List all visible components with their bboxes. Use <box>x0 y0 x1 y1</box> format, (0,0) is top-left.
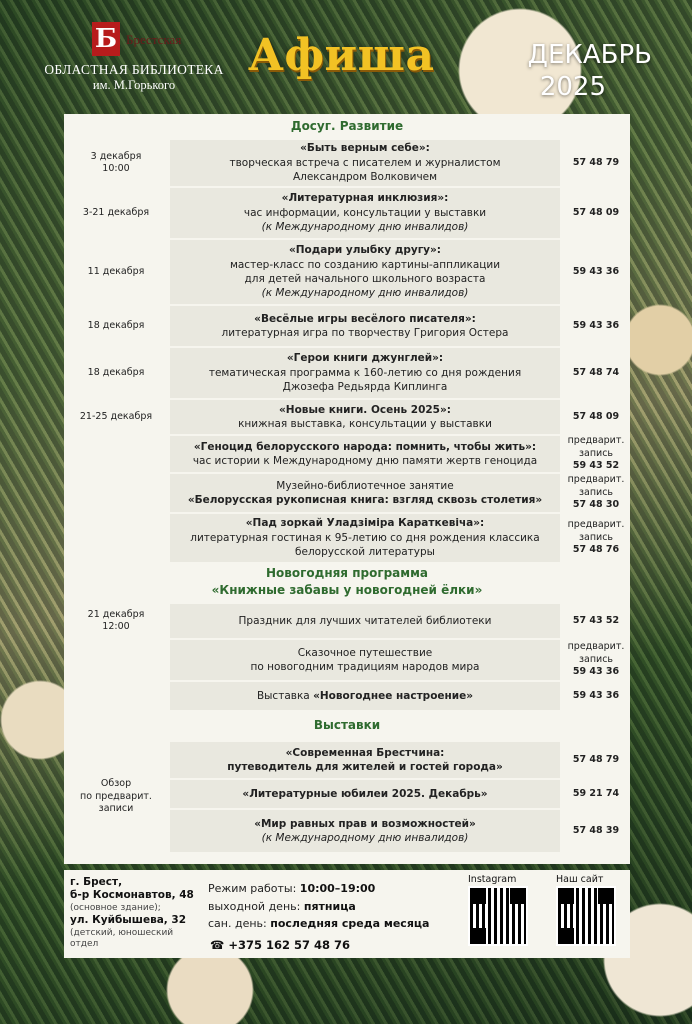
exhibition-phone: 57 48 39 <box>562 810 630 852</box>
exhibition-description <box>170 780 560 808</box>
logo-mark: Б <box>92 22 120 56</box>
event-phone: предварит. запись 59 43 36 <box>562 640 630 680</box>
event-row <box>64 348 630 398</box>
exhibition-description <box>170 742 560 778</box>
event-text: час информации, консультации у выставки <box>243 206 487 219</box>
website-label: Наш сайт <box>556 874 604 885</box>
event-phone: предварит. запись 57 48 76 <box>562 514 630 562</box>
event-description <box>170 306 560 346</box>
event-text: литературная игра по творчеству Григория Остера <box>221 327 509 339</box>
event-date <box>64 474 168 512</box>
event-title: «Герои книги джунглей»: <box>286 352 444 365</box>
working-hours: 10:00–19:00 <box>299 882 376 895</box>
event-row <box>64 514 630 562</box>
event-title: «Новогоднее настроение» <box>313 689 474 702</box>
event-text: Сказочное путешествие <box>297 646 433 659</box>
event-date <box>64 514 168 562</box>
event-row <box>64 682 630 710</box>
event-text: по новогодним традициям народов мира <box>250 661 480 673</box>
exhibition-title: «Современная Брестчина: <box>285 746 445 759</box>
event-title: «Литературная инклюзия»: <box>281 192 449 205</box>
address-branch: ул. Куйбышева, 32 <box>70 914 187 927</box>
address-branch-note: отдел <box>70 939 99 950</box>
exhibition-phone: 57 48 79 <box>562 742 630 778</box>
event-row <box>64 640 630 680</box>
event-phone: 57 43 52 <box>562 604 630 638</box>
section-newyear <box>64 565 630 600</box>
library-address <box>70 876 202 951</box>
event-note: (к Международному дню инвалидов) <box>261 287 469 300</box>
section-exhibitions: Выставки <box>313 718 381 732</box>
event-note: (к Международному дню инвалидов) <box>261 221 469 234</box>
event-title: «Новые книги. Осень 2025»: <box>279 403 451 416</box>
event-date: 18 декабря <box>64 306 168 346</box>
poster-month: ДЕКАБРЬ <box>527 40 652 70</box>
event-description <box>170 436 560 472</box>
event-phone: 59 43 36 <box>562 682 630 710</box>
event-title: «Белорусская рукописная книга: взгляд сквозь столетия» <box>187 494 543 506</box>
event-title: «Геноцид белорусского народа: помнить, чтобы жить»: <box>193 440 537 453</box>
library-logo <box>44 22 224 94</box>
section-leisure: Досуг. Развитие <box>290 119 404 133</box>
event-description <box>170 604 560 638</box>
exhibition-side-note: Обзор по предварит. записи <box>64 742 168 852</box>
event-phone: предварит. запись 57 48 30 <box>562 474 630 512</box>
event-text: литературная гостиная к 95-летию со дня рождения классика <box>190 531 540 544</box>
event-phone: 57 48 79 <box>562 140 630 186</box>
footer-info <box>64 870 630 958</box>
event-description <box>170 188 560 238</box>
event-date: 3-21 декабря <box>64 188 168 238</box>
event-description <box>170 682 560 710</box>
event-description <box>170 514 560 562</box>
event-text: Выставка <box>256 689 314 702</box>
poster-title: Афиша <box>248 30 435 81</box>
event-text: для детей начального школьного возраста <box>244 273 486 285</box>
event-phone: предварит. запись 59 43 52 <box>562 436 630 472</box>
event-phone: 57 48 09 <box>562 188 630 238</box>
logo-city: Брестская <box>126 32 182 47</box>
event-date: 21 декабря 12:00 <box>64 604 168 638</box>
event-phone: 59 43 36 <box>562 306 630 346</box>
event-phone: 57 48 09 <box>562 400 630 434</box>
event-text: тематическая программа к 160-летию со дня рождения <box>208 366 522 379</box>
event-text: Праздник для лучших читателей библиотеки <box>238 614 492 627</box>
exhibition-title: «Мир равных прав и возможностей» <box>254 817 476 830</box>
event-description <box>170 348 560 398</box>
website-qr-code[interactable] <box>558 888 614 944</box>
address-branch-note: (детский, юношеский <box>70 927 174 938</box>
event-row <box>64 240 630 304</box>
event-description <box>170 640 560 680</box>
event-row <box>64 188 630 238</box>
poster-year: 2025 <box>539 72 606 102</box>
event-date: 21-25 декабря <box>64 400 168 434</box>
event-phone: 57 48 74 <box>562 348 630 398</box>
exhibition-title: «Литературные юбилеи 2025. Декабрь» <box>242 787 488 800</box>
event-date <box>64 640 168 680</box>
section-newyear-title: Новогодняя программа <box>265 566 428 580</box>
sanitary-day: последняя среда месяца <box>270 917 430 931</box>
event-row <box>64 436 630 472</box>
contact-phone: ☎ +375 162 57 48 76 <box>210 938 351 952</box>
event-date: 11 декабря <box>64 240 168 304</box>
instagram-label: Instagram <box>468 874 517 885</box>
section-newyear-subtitle: «Книжные забавы у новогодней ёлки» <box>211 583 483 598</box>
logo-library-patron: им. М.Горького <box>92 78 176 92</box>
event-row <box>64 604 630 638</box>
address-main: б-р Космонавтов, 48 <box>70 889 194 902</box>
event-phone: 59 43 36 <box>562 240 630 304</box>
event-text: Музейно-библиотечное занятие <box>276 479 454 492</box>
opening-hours: Режим работы: 10:00–19:00 выходной день: пятница сан. день: последняя среда месяца <box>208 882 430 931</box>
instagram-qr-code[interactable] <box>470 888 526 944</box>
event-date: 18 декабря <box>64 348 168 398</box>
event-date <box>64 682 168 710</box>
event-description <box>170 474 560 512</box>
logo-library-name: ОБЛАСТНАЯ БИБЛИОТЕКА <box>44 62 224 77</box>
event-description <box>170 140 560 186</box>
exhibition-phone: 59 21 74 <box>562 780 630 808</box>
address-main-note: (основное здание); <box>70 902 161 913</box>
event-date: 3 декабря 10:00 <box>64 140 168 186</box>
exhibition-title: путеводитель для жителей и гостей города» <box>227 761 503 773</box>
event-text: творческая встреча с писателем и журналистом <box>229 156 501 169</box>
event-title: «Весёлые игры весёлого писателя»: <box>254 312 476 325</box>
event-text: Александром Волковичем <box>292 171 438 184</box>
event-title: «Пад зоркай Уладзіміра Караткевіча»: <box>245 517 485 530</box>
event-text: книжная выставка, консультации у выставки <box>238 418 492 430</box>
event-text: Джозефа Редьярда Киплинга <box>282 381 448 394</box>
day-off: пятница <box>303 899 356 913</box>
address-city: г. Брест, <box>70 876 123 888</box>
event-text: час истории к Международному дню памяти жертв геноцида <box>192 455 538 467</box>
event-description <box>170 400 560 434</box>
event-row <box>64 306 630 346</box>
phone-icon: ☎ <box>210 938 225 952</box>
event-title: «Быть верным себе»: <box>300 142 430 155</box>
event-title: «Подари улыбку другу»: <box>288 244 442 257</box>
event-date <box>64 436 168 472</box>
event-row <box>64 474 630 512</box>
event-row <box>64 400 630 434</box>
exhibition-description <box>170 810 560 852</box>
event-text: мастер-класс по созданию картины-аппликации <box>229 258 501 271</box>
schedule-panel <box>64 114 630 864</box>
event-description <box>170 240 560 304</box>
event-row <box>64 140 630 186</box>
exhibition-note: (к Международному дню инвалидов) <box>261 832 469 844</box>
event-text: белорусской литературы <box>295 546 435 559</box>
